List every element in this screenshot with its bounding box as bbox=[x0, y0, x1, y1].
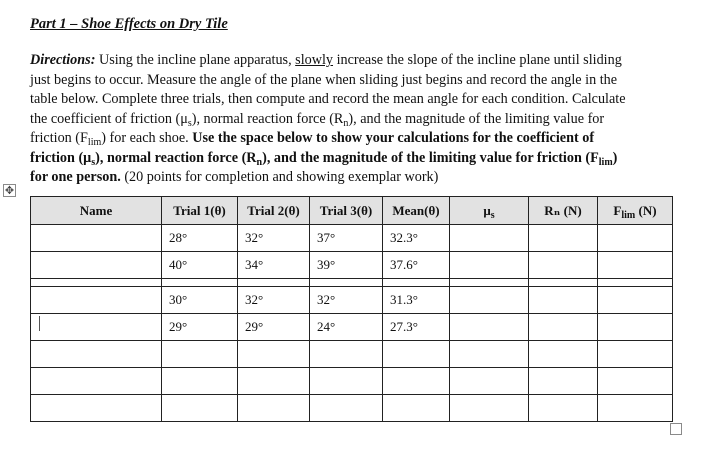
directions-text: ) for each shoe. bbox=[101, 130, 193, 146]
cell-name[interactable] bbox=[31, 395, 162, 422]
directions-line-5 bbox=[30, 129, 670, 149]
cell-flim[interactable] bbox=[598, 225, 673, 252]
cell-flim[interactable] bbox=[598, 395, 673, 422]
cell-mu[interactable] bbox=[450, 395, 529, 422]
directions-text: friction (F bbox=[30, 130, 88, 146]
cell-name[interactable] bbox=[31, 287, 162, 314]
cell-mean[interactable] bbox=[383, 368, 450, 395]
gap-cell bbox=[238, 279, 310, 287]
table-move-handle-icon[interactable]: ✥ bbox=[4, 184, 15, 197]
table-row bbox=[31, 314, 673, 341]
cell-name[interactable] bbox=[31, 368, 162, 395]
cell-trial-1[interactable] bbox=[162, 395, 238, 422]
gap-cell bbox=[598, 279, 673, 287]
table-header-row bbox=[31, 197, 673, 225]
table-row bbox=[31, 341, 673, 368]
cell-mu[interactable] bbox=[450, 314, 529, 341]
cell-flim[interactable] bbox=[598, 252, 673, 279]
table-row-gap bbox=[31, 279, 673, 287]
directions-line-1 bbox=[30, 51, 670, 71]
cell-mean[interactable]: 31.3° bbox=[383, 287, 450, 314]
directions-line-6 bbox=[30, 149, 670, 169]
cell-mean[interactable] bbox=[383, 341, 450, 368]
gap-cell bbox=[162, 279, 238, 287]
directions-text: ) bbox=[612, 149, 618, 166]
table-row bbox=[31, 368, 673, 395]
cell-rn[interactable] bbox=[529, 225, 598, 252]
cell-trial-3[interactable] bbox=[310, 395, 383, 422]
cell-rn[interactable] bbox=[529, 287, 598, 314]
cell-trial-3[interactable] bbox=[310, 341, 383, 368]
directions-bold-text bbox=[30, 150, 617, 166]
cell-trial-2[interactable]: 29° bbox=[238, 314, 310, 341]
subscript: lim bbox=[598, 156, 613, 168]
cell-trial-2[interactable] bbox=[238, 341, 310, 368]
cell-trial-3[interactable]: 39° bbox=[310, 252, 383, 279]
table-row bbox=[31, 395, 673, 422]
subscript: lim bbox=[87, 137, 102, 148]
cell-mean[interactable]: 37.6° bbox=[383, 252, 450, 279]
cell-mu[interactable] bbox=[450, 252, 529, 279]
directions-line-2: just begins to occur. Measure the angle of the plane when sliding just begins and record the angle in the bbox=[30, 71, 618, 88]
header-mu bbox=[450, 197, 529, 225]
cell-flim[interactable] bbox=[598, 314, 673, 341]
directions-paragraph[interactable] bbox=[30, 51, 670, 188]
header-mu-symbol: μ bbox=[483, 202, 491, 218]
results-table bbox=[30, 196, 673, 422]
cell-flim[interactable] bbox=[598, 341, 673, 368]
gap-cell bbox=[31, 279, 162, 287]
header-mu-subscript: s bbox=[490, 209, 495, 221]
directions-bold-text: for one person. bbox=[30, 169, 121, 185]
cell-mean[interactable]: 32.3° bbox=[383, 225, 450, 252]
directions-text: ), and the magnitude of the limiting value for bbox=[348, 110, 605, 127]
directions-bold-text: Use the space below to show your calculations for the coefficient of bbox=[192, 130, 595, 146]
table-row bbox=[31, 225, 673, 252]
cell-mu[interactable] bbox=[450, 341, 529, 368]
cell-trial-2[interactable]: 34° bbox=[238, 252, 310, 279]
cell-mu[interactable] bbox=[450, 287, 529, 314]
cell-name[interactable] bbox=[31, 252, 162, 279]
cell-rn[interactable] bbox=[529, 395, 598, 422]
directions-text: ), normal reaction force (R bbox=[191, 110, 344, 127]
header-trial-1: Trial 1(θ) bbox=[162, 197, 238, 225]
cell-name[interactable] bbox=[31, 225, 162, 252]
gap-cell bbox=[383, 279, 450, 287]
subscript: s bbox=[187, 117, 192, 129]
cell-mu[interactable] bbox=[450, 225, 529, 252]
directions-text: ), normal reaction force (R bbox=[95, 149, 257, 166]
cell-trial-2[interactable] bbox=[238, 395, 310, 422]
cell-trial-2[interactable] bbox=[238, 368, 310, 395]
header-flim-symbol: F bbox=[613, 202, 622, 218]
cell-rn[interactable] bbox=[529, 341, 598, 368]
header-trial-3: Trial 3(θ) bbox=[310, 197, 383, 225]
cell-name[interactable] bbox=[31, 314, 162, 341]
cell-trial-1[interactable] bbox=[162, 341, 238, 368]
cell-trial-1[interactable]: 30° bbox=[162, 287, 238, 314]
cell-mu[interactable] bbox=[450, 368, 529, 395]
cell-mean[interactable] bbox=[383, 395, 450, 422]
cell-name[interactable] bbox=[31, 341, 162, 368]
cell-trial-3[interactable]: 32° bbox=[310, 287, 383, 314]
table-resize-handle-icon[interactable] bbox=[670, 423, 682, 435]
subscript: s bbox=[91, 156, 96, 168]
directions-text: increase the slope of the incline plane until sliding bbox=[333, 52, 622, 68]
table-row bbox=[31, 252, 673, 279]
directions-line-4 bbox=[30, 110, 670, 130]
header-rn: Rₙ (N) bbox=[529, 197, 598, 225]
cell-trial-1[interactable]: 40° bbox=[162, 252, 238, 279]
text-cursor bbox=[39, 316, 40, 331]
header-mean: Mean(θ) bbox=[383, 197, 450, 225]
subscript: n bbox=[343, 117, 349, 129]
directions-text: ), and the magnitude of the limiting value for friction (F bbox=[262, 149, 599, 166]
table-row bbox=[31, 287, 673, 314]
cell-trial-3[interactable]: 24° bbox=[310, 314, 383, 341]
directions-emphasis: slowly bbox=[295, 52, 334, 68]
header-flim bbox=[598, 197, 673, 225]
cell-flim[interactable] bbox=[598, 368, 673, 395]
directions-text: friction (μ bbox=[30, 149, 92, 166]
subscript: n bbox=[256, 156, 263, 168]
gap-cell bbox=[310, 279, 383, 287]
header-name: Name bbox=[31, 197, 162, 225]
cell-trial-3[interactable] bbox=[310, 368, 383, 395]
cell-trial-3[interactable]: 37° bbox=[310, 225, 383, 252]
cell-mean[interactable]: 27.3° bbox=[383, 314, 450, 341]
cell-trial-1[interactable]: 28° bbox=[162, 225, 238, 252]
header-trial-2: Trial 2(θ) bbox=[238, 197, 310, 225]
gap-cell bbox=[450, 279, 529, 287]
part-heading: Part 1 – Shoe Effects on Dry Tile bbox=[30, 16, 228, 32]
header-flim-unit: (N) bbox=[635, 202, 657, 218]
cell-trial-2[interactable]: 32° bbox=[238, 287, 310, 314]
directions-line-7 bbox=[30, 168, 670, 188]
directions-text: (20 points for completion and showing exemplar work) bbox=[120, 169, 439, 185]
directions-lead: Directions: bbox=[30, 52, 96, 68]
cell-flim[interactable] bbox=[598, 287, 673, 314]
directions-text: the coefficient of friction (μ bbox=[30, 110, 188, 127]
gap-cell bbox=[529, 279, 598, 287]
directions-text: Using the incline plane apparatus, bbox=[95, 52, 296, 68]
directions-line-3: table below. Complete three trials, then compute and record the mean angle for each condition. Calculate bbox=[30, 91, 626, 107]
cell-rn[interactable] bbox=[529, 252, 598, 279]
cell-rn[interactable] bbox=[529, 368, 598, 395]
cell-trial-1[interactable] bbox=[162, 368, 238, 395]
header-flim-subscript: lim bbox=[621, 209, 636, 221]
cell-trial-2[interactable]: 32° bbox=[238, 225, 310, 252]
cell-trial-1[interactable]: 29° bbox=[162, 314, 238, 341]
cell-rn[interactable] bbox=[529, 314, 598, 341]
